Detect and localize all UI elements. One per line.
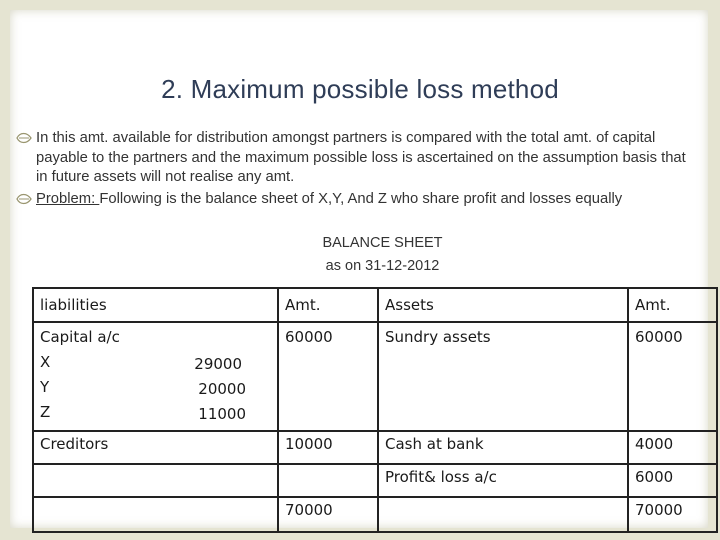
partner-amount: 29000 bbox=[194, 355, 242, 373]
partner-amount: 20000 bbox=[198, 380, 246, 398]
bullet-leaf-icon bbox=[16, 131, 32, 145]
total-assets: 70000 bbox=[628, 497, 717, 532]
slide-title: 2. Maximum possible loss method bbox=[161, 74, 559, 104]
header-amount: Amt. bbox=[628, 288, 717, 322]
cash-label: Cash at bank bbox=[378, 431, 628, 464]
balance-sheet-heading: BALANCE SHEET bbox=[322, 235, 443, 251]
partner-name: X bbox=[40, 353, 51, 371]
bullet-method-description bbox=[16, 129, 696, 188]
bullet-leaf-icon bbox=[16, 192, 32, 206]
bullet-text: Following is the balance sheet of X,Y, And Z who share profit and losses equally bbox=[99, 190, 623, 207]
cash-amount: 4000 bbox=[628, 431, 717, 464]
bullet-list bbox=[16, 129, 696, 211]
capital-label: Capital a/c bbox=[40, 328, 120, 346]
creditors-amount: 10000 bbox=[278, 431, 378, 464]
problem-label: Problem: bbox=[36, 190, 100, 207]
table-row-creditors bbox=[33, 431, 717, 464]
header-liabilities: liabilities bbox=[33, 288, 278, 322]
capital-block bbox=[40, 323, 277, 430]
table-row-total bbox=[33, 497, 717, 532]
partner-name: Z bbox=[40, 403, 51, 421]
partner-amount: 11000 bbox=[198, 405, 246, 423]
sundry-assets-amount: 60000 bbox=[628, 322, 717, 431]
bullet-text: In this amt. available for distribution amongst partners is compared with the total amt. of capital payable to the partners and the maximum possible loss is ascertained on the assumption basis that in future assets will not realise any amt. bbox=[36, 130, 686, 185]
table-row-capital bbox=[33, 322, 717, 431]
creditors-label: Creditors bbox=[33, 431, 278, 464]
profit-loss-amount: 6000 bbox=[628, 464, 717, 497]
bullet-problem bbox=[16, 190, 696, 210]
header-amount: Amt. bbox=[278, 288, 378, 322]
capital-total: 60000 bbox=[278, 322, 378, 431]
header-assets: Assets bbox=[378, 288, 628, 322]
sundry-assets-label: Sundry assets bbox=[378, 322, 628, 431]
table-row-profit-loss bbox=[33, 464, 717, 497]
total-liabilities: 70000 bbox=[278, 497, 378, 532]
table-header-row bbox=[33, 288, 717, 322]
balance-sheet-date: as on 31-12-2012 bbox=[325, 258, 440, 274]
profit-loss-label: Profit& loss a/c bbox=[378, 464, 628, 497]
partner-name: Y bbox=[40, 378, 50, 396]
balance-sheet-table bbox=[32, 287, 718, 533]
